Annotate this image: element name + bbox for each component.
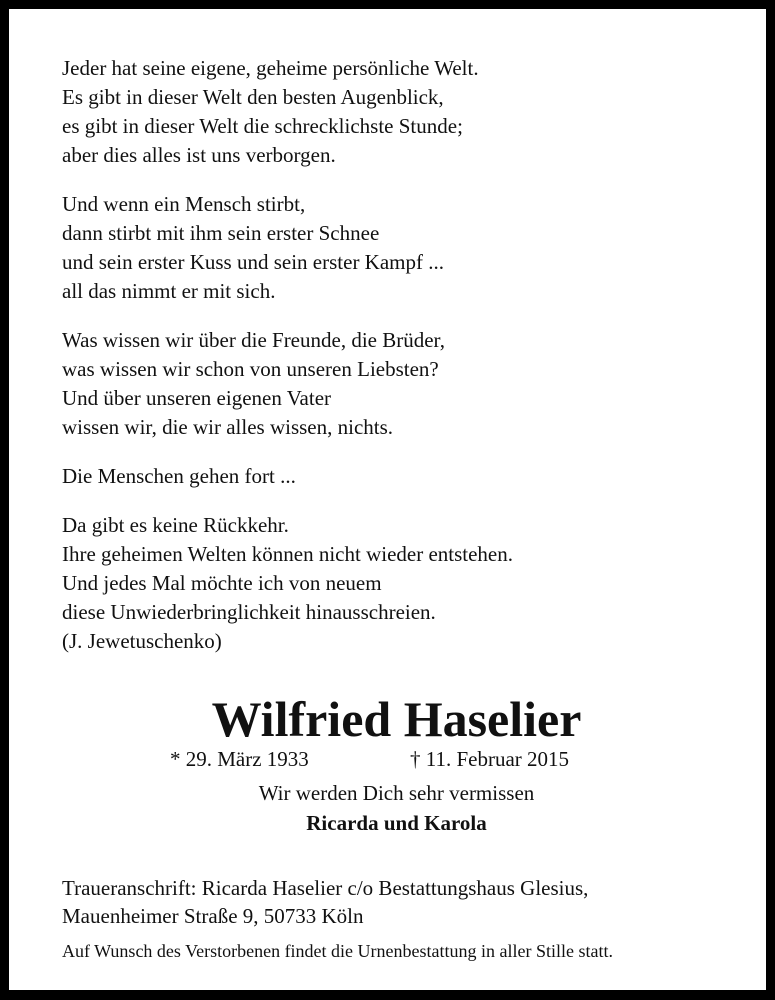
deceased-name: Wilfried Haselier xyxy=(211,691,582,747)
poem-line: Und über unseren eigenen Vater xyxy=(62,386,332,410)
poem-line: Und wenn ein Mensch stirbt, xyxy=(62,192,306,216)
poem-line: was wissen wir schon von unseren Liebsten? xyxy=(62,357,439,381)
poem-line: dann stirbt mit ihm sein erster Schnee xyxy=(62,221,380,245)
poem xyxy=(62,54,513,676)
poem-line: all das nimmt er mit sich. xyxy=(62,279,276,303)
poem-stanza xyxy=(62,190,513,306)
poem-line: Und jedes Mal möchte ich von neuem xyxy=(62,571,382,595)
poem-stanza xyxy=(62,326,513,442)
poem-line: Jeder hat seine eigene, geheime persönliche Welt. xyxy=(62,56,479,80)
farewell-text: Wir werden Dich sehr vermissen xyxy=(258,781,535,805)
address-line: Mauenheimer Straße 9, 50733 Köln xyxy=(62,904,364,928)
poem-stanza xyxy=(62,462,513,491)
poem-line: Die Menschen gehen fort ... xyxy=(62,464,296,488)
address-line: Traueranschrift: Ricarda Haselier c/o Bestattungshaus Glesius, xyxy=(62,876,589,900)
poem-stanza xyxy=(62,54,513,170)
poem-line: Ihre geheimen Welten können nicht wieder entstehen. xyxy=(62,542,514,566)
poem-line: diese Unwiederbringlichkeit hinausschreien. xyxy=(62,600,436,624)
poem-stanza xyxy=(62,511,513,656)
poem-line: aber dies alles ist uns verborgen. xyxy=(62,143,336,167)
burial-note: Auf Wunsch des Verstorbenen findet die Urnenbestattung in aller Stille statt. xyxy=(62,941,613,961)
poem-line: Da gibt es keine Rückkehr. xyxy=(62,513,289,537)
poem-line: Was wissen wir über die Freunde, die Brüder, xyxy=(62,328,445,352)
birth-date: * 29. März 1933 xyxy=(170,747,309,771)
poem-author: (J. Jewetuschenko) xyxy=(62,629,222,653)
poem-line: Es gibt in dieser Welt den besten Augenblick, xyxy=(62,85,444,109)
mourners: Ricarda und Karola xyxy=(306,811,487,835)
death-date: † 11. Februar 2015 xyxy=(410,747,570,771)
poem-line: und sein erster Kuss und sein erster Kampf ... xyxy=(62,250,444,274)
poem-line: es gibt in dieser Welt die schrecklichste Stunde; xyxy=(62,114,463,138)
poem-line: wissen wir, die wir alles wissen, nichts. xyxy=(62,415,394,439)
mourning-address xyxy=(62,874,588,930)
